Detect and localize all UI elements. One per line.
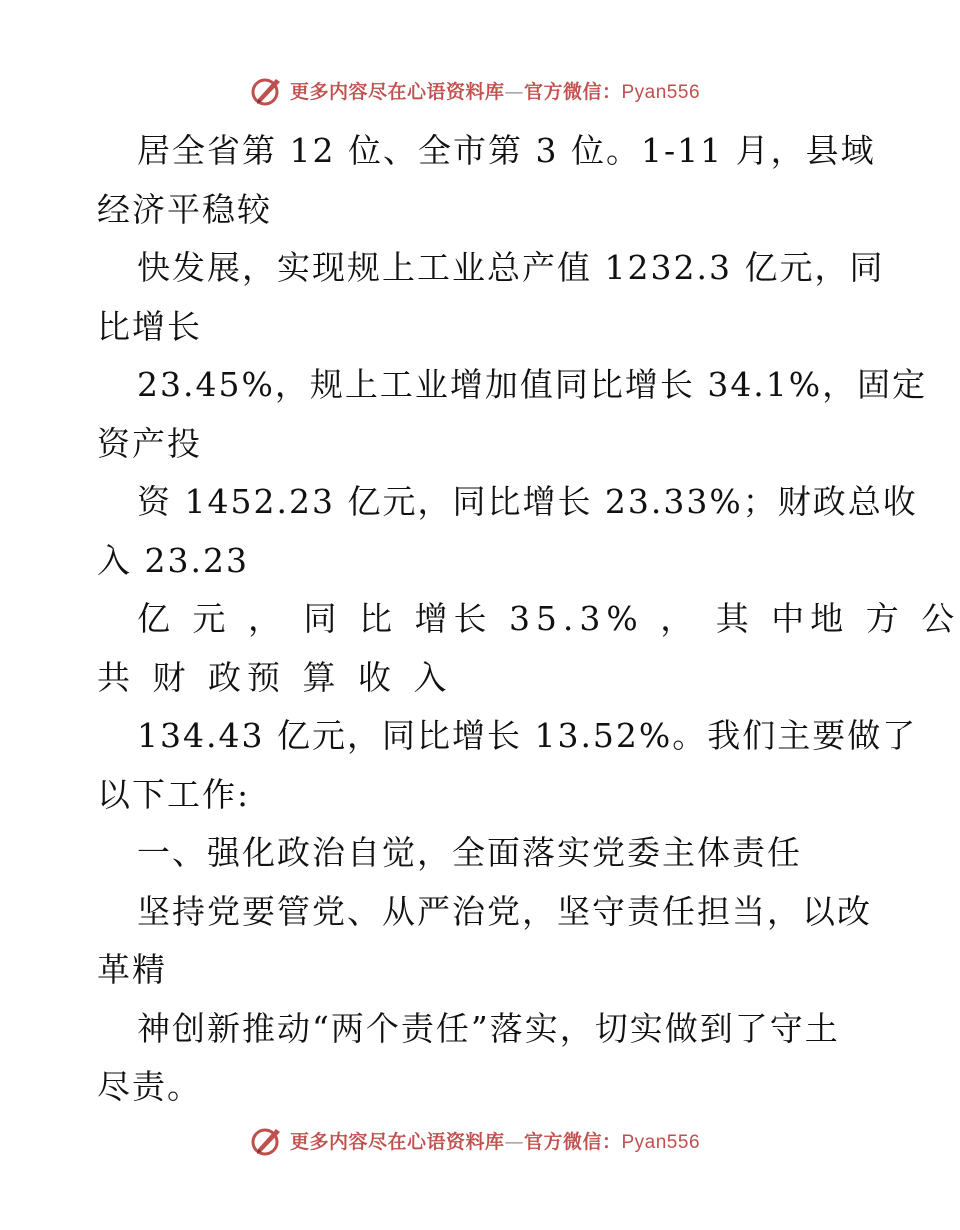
text-line: 23.45%，规上工业增加值同比增长 34.1%，固定 xyxy=(137,365,928,404)
text-line: 革精 xyxy=(97,950,167,989)
text-line: 居全省第 12 位、全市第 3 位。1-11 月，县域 xyxy=(137,131,876,170)
header-banner xyxy=(0,70,950,110)
text-line: 资产投 xyxy=(97,423,202,463)
section-heading: 一、强化政治自觉，全面落实党委主体责任 xyxy=(137,833,802,872)
banner-main-text: 更多内容尽在心语资料库 xyxy=(289,1130,505,1153)
text-line: 共 财 政预 算 收 入 xyxy=(97,657,453,697)
footer-banner xyxy=(0,1120,950,1160)
banner-dash: — xyxy=(504,1130,524,1153)
document-body xyxy=(97,122,960,1117)
text-line: 坚持党要管党、从严治党，坚守责任担当，以改 xyxy=(137,891,872,931)
text-line: 以下工作: xyxy=(97,774,251,814)
text-line: 134.43 亿元，同比增长 13.52%。我们主要做了 xyxy=(137,716,918,755)
banner-dash: — xyxy=(504,80,524,103)
text-line: 亿 元 ， 同 比 增长 35.3% ， 其 中地 方 公 xyxy=(137,599,960,638)
quill-pen-logo-icon xyxy=(250,1123,284,1157)
text-line: 资 1452.23 亿元，同比增长 23.33%；财政总收 xyxy=(137,482,918,521)
banner-text xyxy=(290,77,700,104)
text-line: 入 23.23 xyxy=(97,540,249,580)
banner-wechat-id: Pyan556 xyxy=(621,81,701,103)
banner-wechat-label: 官方微信： xyxy=(523,80,622,103)
banner-wechat-id: Pyan556 xyxy=(621,1131,701,1153)
text-line: 快发展，实现规上工业总产值 1232.3 亿元，同 xyxy=(137,248,885,287)
banner-text xyxy=(290,1127,700,1154)
text-line: 神创新推动“两个责任”落实，切实做到了守土 xyxy=(137,1008,840,1048)
banner-main-text: 更多内容尽在心语资料库 xyxy=(289,80,505,103)
text-line: 比增长 xyxy=(97,306,202,346)
text-line: 经济平稳较 xyxy=(97,189,272,229)
quill-pen-logo-icon xyxy=(250,73,284,107)
banner-wechat-label: 官方微信： xyxy=(523,1130,622,1153)
text-line: 尽责。 xyxy=(97,1067,202,1106)
